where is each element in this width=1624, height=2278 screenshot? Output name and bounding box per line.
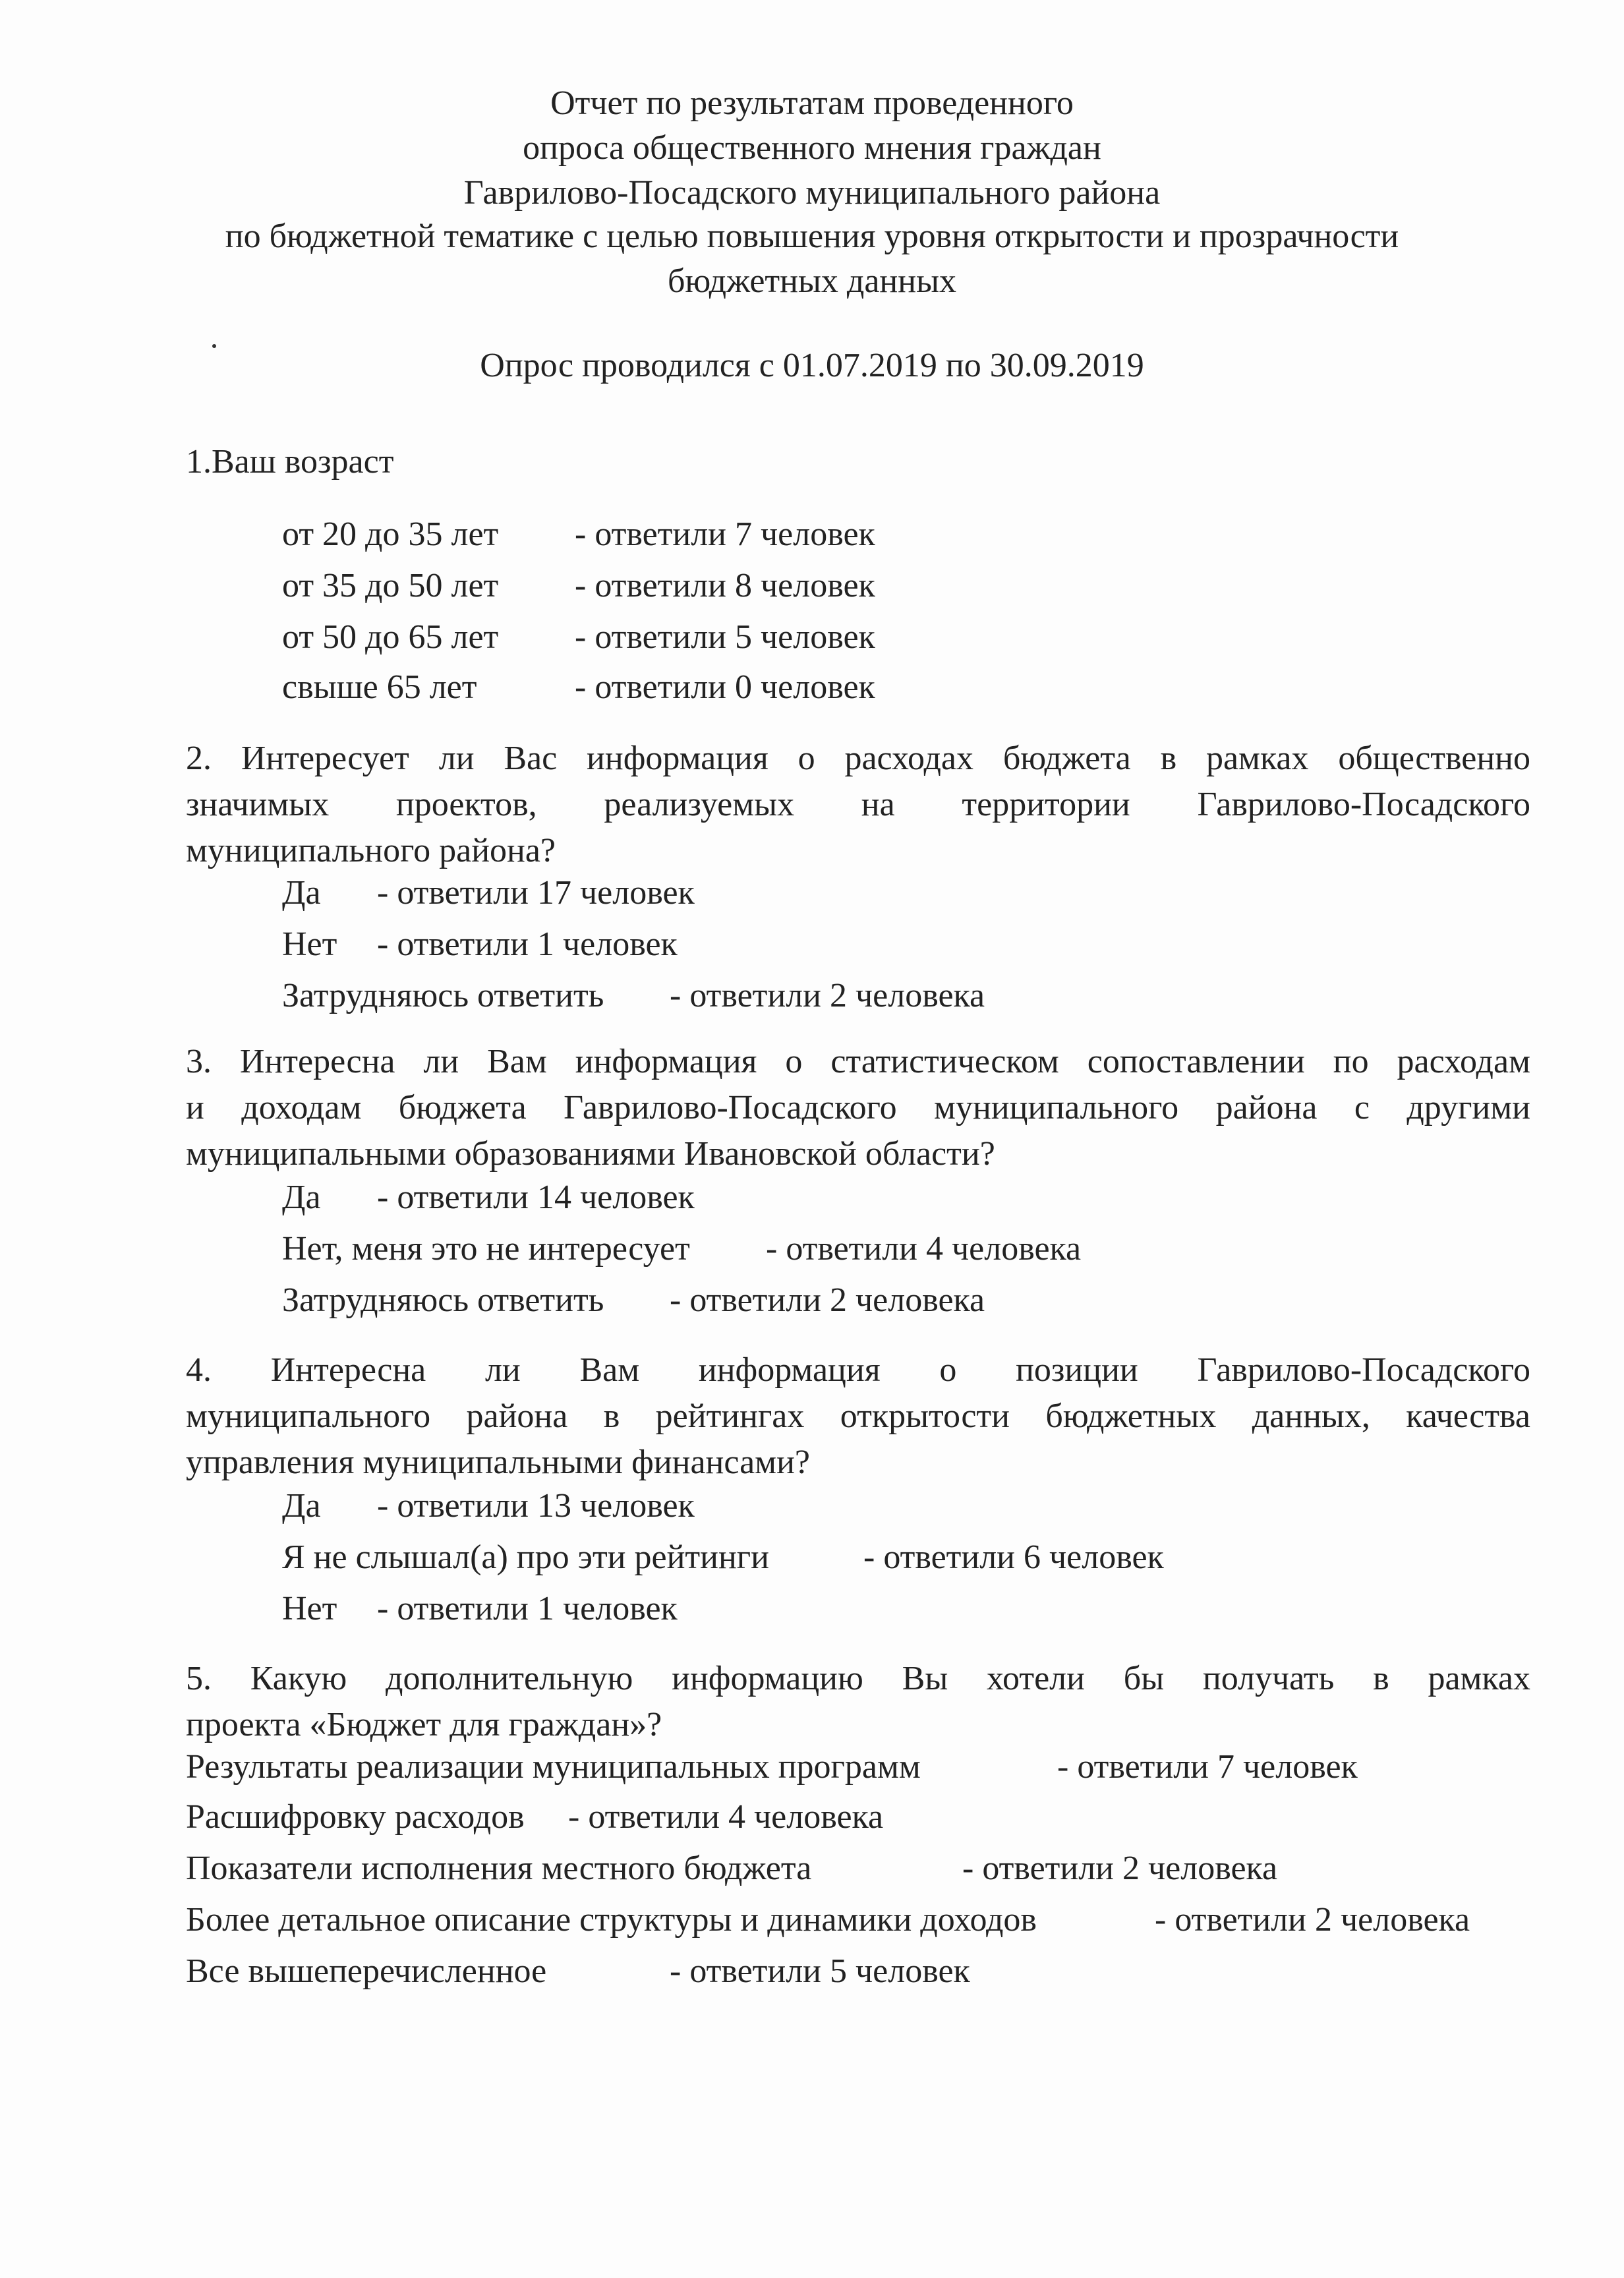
q5-answer-label: Более детальное описание структуры и динамики доходов xyxy=(186,1901,1037,1939)
q5-answer-label: Результаты реализации муниципальных программ xyxy=(186,1748,921,1786)
q4-answer-label: Я не слышал(а) про эти рейтинги xyxy=(282,1538,769,1576)
q2-answer-label: Нет xyxy=(282,925,337,963)
q5-answer-label: Показатели исполнения местного бюджета xyxy=(186,1850,812,1887)
q3-answer-label: Затрудняюсь ответить xyxy=(282,1281,604,1319)
q2-answer-result: - ответили 1 человек xyxy=(377,925,678,963)
q3-question-line: и доходам бюджета Гаврилово-Посадского муниципального района с другими xyxy=(186,1089,1530,1126)
q4-question-line: управления муниципальными финансами? xyxy=(186,1444,810,1481)
q2-answer-result: - ответили 17 человек xyxy=(377,874,695,912)
title-line-3: Гаврилово-Посадского муниципального района xyxy=(463,174,1161,212)
q4-question-line: 4. Интересна ли Вам информация о позиции Гаврилово-Посадского xyxy=(186,1351,1530,1389)
q1-answer-label: от 50 до 65 лет xyxy=(282,618,499,656)
q2-question-line: муниципального района? xyxy=(186,832,556,869)
q2-question-line: 2. Интересует ли Вас информация о расходах бюджета в рамках общественно xyxy=(186,740,1530,777)
q3-answer-result: - ответили 14 человек xyxy=(377,1179,695,1216)
q3-question-line: муниципальными образованиями Ивановской области? xyxy=(186,1135,995,1173)
q3-answer-result: - ответили 4 человека xyxy=(766,1230,1082,1268)
q1-answer-result: - ответили 5 человек xyxy=(575,618,875,656)
q5-answer-label: Все вышеперечисленное xyxy=(186,1952,547,1990)
q1-answer-result: - ответили 0 человек xyxy=(575,668,875,706)
q2-question-line: значимых проектов, реализуемых на территории Гаврилово-Посадского xyxy=(186,786,1530,823)
q5-answer-result: - ответили 7 человек xyxy=(1057,1748,1358,1786)
q2-answer-result: - ответили 2 человека xyxy=(670,977,985,1014)
q5-answer-result: - ответили 2 человека xyxy=(1155,1901,1470,1939)
title-line-2: опроса общественного мнения граждан xyxy=(523,129,1101,167)
q4-answer-label: Нет xyxy=(282,1590,337,1627)
q5-answer-result: - ответили 2 человека xyxy=(962,1850,1278,1887)
q2-question xyxy=(186,736,1530,874)
q1-answer-label: от 35 до 50 лет xyxy=(282,567,499,604)
q2-answer-label: Да xyxy=(282,874,321,912)
survey-period: Опрос проводился с 01.07.2019 по 30.09.2019 xyxy=(480,347,1144,384)
q1-answer-label: от 20 до 35 лет xyxy=(282,515,499,553)
q3-answer-result: - ответили 2 человека xyxy=(670,1281,985,1319)
q3-question-line: 3. Интересна ли Вам информация о статистическом сопоставлении по расходам xyxy=(186,1043,1530,1080)
q3-answer-label: Нет, меня это не интересует xyxy=(282,1230,690,1268)
q3-question xyxy=(186,1039,1530,1177)
q4-question-line: муниципального района в рейтингах открытости бюджетных данных, качества xyxy=(186,1397,1530,1435)
title-line-4: по бюджетной тематике с целью повышения уровня открытости и прозрачности xyxy=(225,218,1399,255)
q2-answer-label: Затрудняюсь ответить xyxy=(282,977,604,1014)
q4-answer-label: Да xyxy=(282,1487,321,1525)
q5-question-line: проекта «Бюджет для граждан»? xyxy=(186,1706,662,1743)
q4-answer-result: - ответили 1 человек xyxy=(377,1590,678,1627)
q5-question xyxy=(186,1656,1530,1748)
q5-answer-label: Расшифровку расходов xyxy=(186,1798,525,1836)
q5-answer-result: - ответили 4 человека xyxy=(568,1798,884,1836)
q1-answer-result: - ответили 7 человек xyxy=(575,515,875,553)
q1-question: 1.Ваш возраст xyxy=(186,443,394,481)
title-line-5: бюджетных данных xyxy=(667,262,957,300)
q4-answer-result: - ответили 6 человек xyxy=(863,1538,1164,1576)
q5-question-line: 5. Какую дополнительную информацию Вы хотели бы получать в рамках xyxy=(186,1660,1530,1697)
q3-answer-label: Да xyxy=(282,1179,321,1216)
q5-answer-result: - ответили 5 человек xyxy=(670,1952,970,1990)
q1-answer-label: свыше 65 лет xyxy=(282,668,477,706)
q4-answer-result: - ответили 13 человек xyxy=(377,1487,695,1525)
q1-answer-result: - ответили 8 человек xyxy=(575,567,875,604)
title-line-1: Отчет по результатам проведенного xyxy=(550,84,1074,122)
q4-question xyxy=(186,1347,1530,1486)
